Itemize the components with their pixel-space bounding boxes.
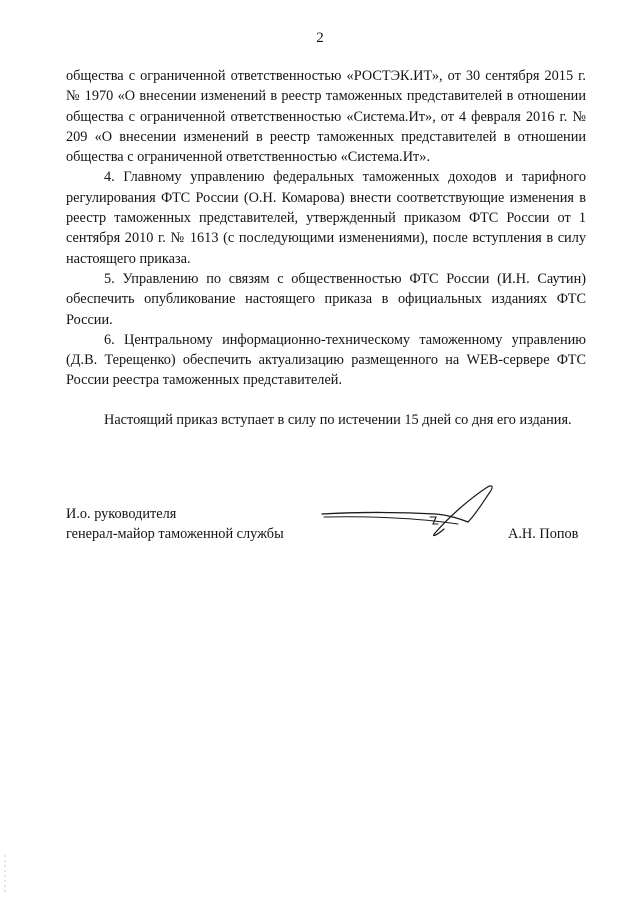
signatory-position	[66, 504, 284, 545]
paragraph-item-5: 5. Управлению по связям с общественностью ФТС России (И.Н. Саутин) обеспечить опубликование настоящего приказа в официальных изданиях ФТС России.	[66, 270, 586, 328]
signatory-title-line1: И.о. руководителя	[66, 506, 177, 522]
signatory-name: А.Н. Попов	[508, 526, 579, 542]
paragraph-effective-date: Настоящий приказ вступает в силу по истечении 15 дней со дня его издания.	[104, 411, 572, 428]
paragraph-item-6: 6. Центральному информационно-техническому таможенному управлению (Д.В. Терещенко) обеспечить актуализацию размещенного на WEB-сервере ФТС России реестра таможенных представителей.	[66, 331, 586, 389]
handwritten-signature	[318, 474, 498, 544]
signatory-title-line2: генерал-майор таможенной службы	[66, 526, 284, 543]
page-number: 2	[316, 30, 324, 46]
paragraph-continuation: общества с ограниченной ответственностью «РОСТЭК.ИТ», от 30 сентября 2015 г. № 1970 «О внесении изменений в реестр таможенных представителей в отношении общества с ограниченной ответственностью «Система.Ит», от 4 февраля 2016 г. № 209 «О внесении изменений в реестр таможенных представителей в отношении общества с ограниченной ответственностью «Система.Ит».	[66, 68, 586, 166]
paragraph-item-4: 4. Главному управлению федеральных таможенных доходов и тарифного регулирования ФТС России (О.Н. Комарова) внести соответствующие изменения в реестр таможенных представителей, утвержденный приказом ФТС России от 1 сентября 2010 г. № 1613 (с последующими изменениями), после вступления в силу настоящего приказа.	[66, 169, 586, 267]
scan-edge-mark	[4, 855, 6, 895]
document-body	[66, 66, 586, 430]
